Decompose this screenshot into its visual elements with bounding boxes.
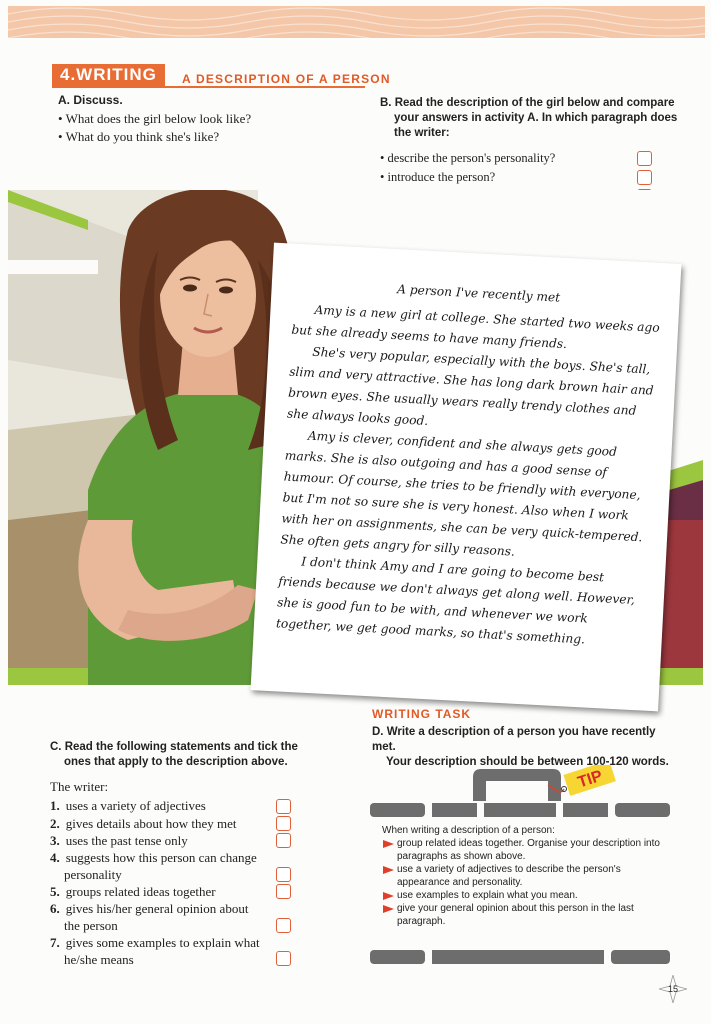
activity-b-heading — [380, 96, 680, 141]
activity-c-item — [50, 883, 216, 900]
item-text: suggests how this person can change — [65, 850, 257, 865]
activity-b-heading-line: your answers in activity A. In which paragraph does — [394, 112, 678, 124]
activity-d-line: D. Write a description of a person you have recently met. — [372, 726, 656, 753]
item-text: groups related ideas together — [65, 884, 216, 899]
tip-content — [382, 824, 672, 928]
item-text: uses the past tense only — [65, 833, 188, 848]
item-text-continued: the person — [64, 918, 118, 933]
activity-d-heading — [372, 725, 682, 770]
activity-c-item — [50, 797, 206, 814]
item-number: 4. — [50, 850, 60, 865]
item-number: 5. — [50, 884, 60, 899]
decorative-header-band — [8, 6, 705, 38]
activity-c-item — [50, 934, 260, 968]
activity-b-item: • describe the person's personality? — [380, 151, 555, 166]
note-paragraph: She's very popular, especially with the boys. She's tall, slim and very attractive. She has long dark brown hair and brown eyes. She usually wears really trendy clothes and she always looks good. — [286, 344, 654, 428]
activity-c-checkbox[interactable] — [276, 867, 291, 882]
activity-c-checkbox[interactable] — [276, 799, 291, 814]
item-text: gives his/her general opinion about — [65, 901, 249, 916]
tip-point: group related ideas together. Organise your description into paragraphs as shown above. — [382, 837, 672, 863]
wave-pattern — [8, 6, 705, 38]
activity-c-item — [50, 815, 237, 832]
activity-c-heading — [50, 740, 300, 770]
tip-point: use examples to explain what you mean. — [382, 889, 672, 902]
description-note — [251, 243, 682, 712]
activity-b-checkbox[interactable] — [637, 170, 652, 185]
tip-intro: When writing a description of a person: — [382, 825, 555, 836]
activity-b-checkbox[interactable] — [637, 151, 652, 166]
section-subtitle: A DESCRIPTION OF A PERSON — [182, 72, 391, 86]
activity-c-lead: The writer: — [50, 779, 109, 794]
section-badge: 4.WRITING — [52, 64, 165, 86]
activity-c-checkbox[interactable] — [276, 884, 291, 899]
activity-c-item — [50, 849, 257, 883]
activity-c-checkbox[interactable] — [276, 816, 291, 831]
activity-c-checkbox[interactable] — [276, 951, 291, 966]
activity-a-question: • What does the girl below look like? — [58, 111, 251, 127]
handwritten-description — [276, 274, 664, 654]
section-underline — [52, 86, 365, 88]
item-number: 1. — [50, 798, 60, 813]
page-number — [659, 975, 687, 1003]
item-number: 6. — [50, 901, 60, 916]
tip-point: give your general opinion about this person in the last paragraph. — [382, 902, 672, 928]
note-paragraph: Amy is clever, confident and she always gets good marks. She is also outgoing and has a good sense of humour. Of course, she tries to be friendly with everyone, but I'm not so sure she is very honest. Also when I work with her on assignments, she can be very quick-tempered. She often gets angry for silly reasons. — [280, 428, 643, 559]
activity-c-checkbox[interactable] — [276, 833, 291, 848]
item-text-continued: he/she means — [64, 952, 134, 967]
item-number: 3. — [50, 833, 60, 848]
activity-c-checkbox[interactable] — [276, 918, 291, 933]
activity-c-item — [50, 900, 248, 934]
tip-point: use a variety of adjectives to describe the person's appearance and personality. — [382, 863, 672, 889]
note-title: A person I've recently met — [396, 282, 561, 305]
item-text-continued: personality — [64, 867, 122, 882]
activity-a-heading: A. Discuss. — [58, 93, 123, 107]
activity-b-item: • introduce the person? — [380, 170, 495, 185]
item-text: gives details about how they met — [65, 816, 237, 831]
activity-c-heading-line: C. Read the following statements and tick the — [50, 741, 298, 753]
activity-a-question: • What do you think she's like? — [58, 129, 219, 145]
item-number: 2. — [50, 816, 60, 831]
activity-b-heading-line: the writer: — [394, 127, 450, 139]
note-paragraph: I don't think Amy and I are going to become best friends because we don't always get along well. However, she is good fun to be with, and whenever we work together, we get good marks, so that's something. — [275, 554, 636, 647]
item-text: gives some examples to explain what — [65, 935, 260, 950]
item-number: 7. — [50, 935, 60, 950]
note-paragraph: Amy is a new girl at college. She started two weeks ago but she already seems to have many friends. — [291, 302, 660, 352]
activity-c-heading-line: ones that apply to the description above. — [64, 756, 288, 768]
item-text: uses a variety of adjectives — [65, 798, 206, 813]
activity-d-line: Your description should be between 100-120 words. — [386, 756, 669, 768]
page-number-text: 15 — [667, 984, 678, 994]
activity-b-heading-line: B. Read the description of the girl below and compare — [380, 97, 675, 109]
tip-label: TIP — [575, 767, 605, 792]
activity-c-item — [50, 832, 188, 849]
writing-task-heading: WRITING TASK — [372, 707, 472, 721]
